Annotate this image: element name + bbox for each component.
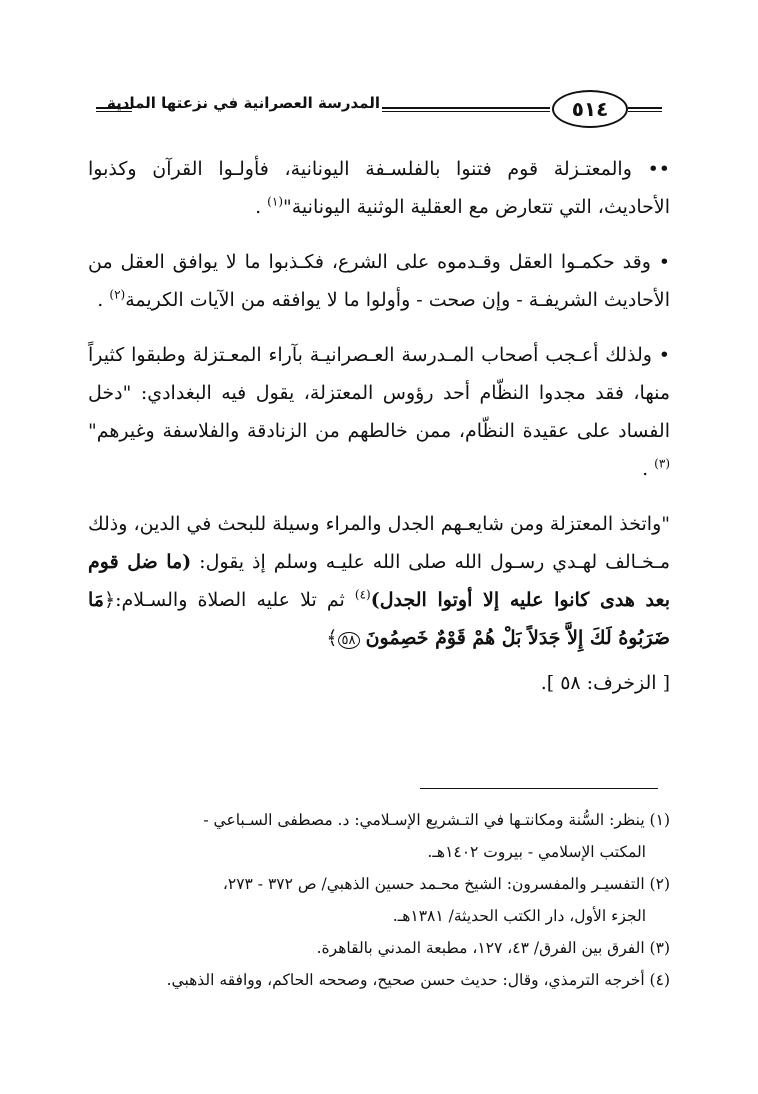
footnote-1: (١) ينظر: السُّنة ومكانتـها في التـشريع الإسـلامي: د. مصطفى السـباعي -	[203, 811, 670, 829]
footnote-2: (٢) التفسيـر والمفسرون: الشيخ محـمد حسين الذهبي/ ص ٣٧٢ - ٢٧٣،	[222, 875, 670, 893]
footnote-divider	[420, 788, 658, 789]
paragraph-2: • وقد حكمـوا العقل وقـدموه على الشرع، فكـذبوا ما لا يوافق العقل من الأحاديث الشريفـة - وإن صحت - وأولوا ما لا يوافقه من الآيات الكريمة$^{(٢)}$ .	[88, 251, 670, 311]
paragraph-4: "واتخذ المعتزلة ومن شايعـهم الجدل والمراء وسيلة للبحث في الدين، وذلك مـخـالف لهـدي رسـول الله صلى الله عليـه وسلم إذ يقول: (ما ضل قوم بعد هدى كانوا عليه إلا أوتوا الجدل)$^{(٤)}$ ثم تلا عليه الصلاة والسـلام:﴿مَا ضَرَبُوهُ لَكَ إِلاَّ جَدَلاً بَلْ هُمْ قَوْمٌ خَصِمُونَ ٥٨﴾	[88, 513, 670, 649]
header-rule-right	[628, 107, 662, 112]
main-text	[88, 150, 670, 719]
running-title: المدرسة العصرانية في نزعتها المادية	[107, 94, 380, 112]
footnote-4: (٤) أخرجه الترمذي، وقال: حديث حسن صحيح، وصححه الحاكم، ووافقه الذهبي.	[166, 971, 670, 989]
page-header	[96, 88, 662, 132]
verse-citation: [ الزخرف: ٥٨ ].	[540, 672, 670, 694]
footnote-1-cont: المكتب الإسلامي - بيروت ١٤٠٢هـ.	[427, 843, 646, 861]
footnote-ref-2: (٢)	[109, 287, 126, 302]
footnote-ref-3: (٣)	[654, 456, 670, 471]
ayah-number: ٥٨	[338, 632, 360, 649]
hadith-quote: (ما ضل قوم بعد هدى كانوا عليه إلا أوتوا الجدل)	[88, 551, 670, 611]
header-rule-middle	[382, 107, 550, 112]
footnote-3: (٣) الفرق بين الفرق/ ٤٣، ١٢٧، مطبعة المدني بالقاهرة.	[316, 939, 670, 957]
footnote-ref-1: (١)	[267, 194, 283, 209]
page-number: ٥١٤	[552, 90, 628, 128]
footnote-ref-4: (٤)	[354, 587, 371, 602]
paragraph-3: • ولذلك أعـجب أصحاب المـدرسة العـصرانيـة بآراء المعـتزلة وطبقوا كثيراً منها، فقد مجدوا النظّام أحد رؤوس المعتزلة، يقول فيه البغدادي: "دخل الفساد على عقيدة النظّام، ممن خالطهم من الزنادقة والفلاسفة وغيرهم"$^{(٣)}$ .	[88, 344, 670, 480]
footnote-2-cont: الجزء الأول، دار الكتب الحديثة/ ١٣٨١هـ.	[392, 907, 646, 925]
quran-verse: مَا ضَرَبُوهُ لَكَ إِلاَّ جَدَلاً بَلْ هُمْ قَوْمٌ خَصِمُونَ	[88, 589, 670, 649]
paragraph-1: •• والمعتـزلة قوم فتنوا بالفلسـفة اليونانية، فأولـوا القرآن وكذبوا الأحاديث، التي تتعارض مع العقلية الوثنية اليونانية"$^{(١)}$ .	[88, 158, 670, 218]
footnotes	[80, 804, 670, 996]
